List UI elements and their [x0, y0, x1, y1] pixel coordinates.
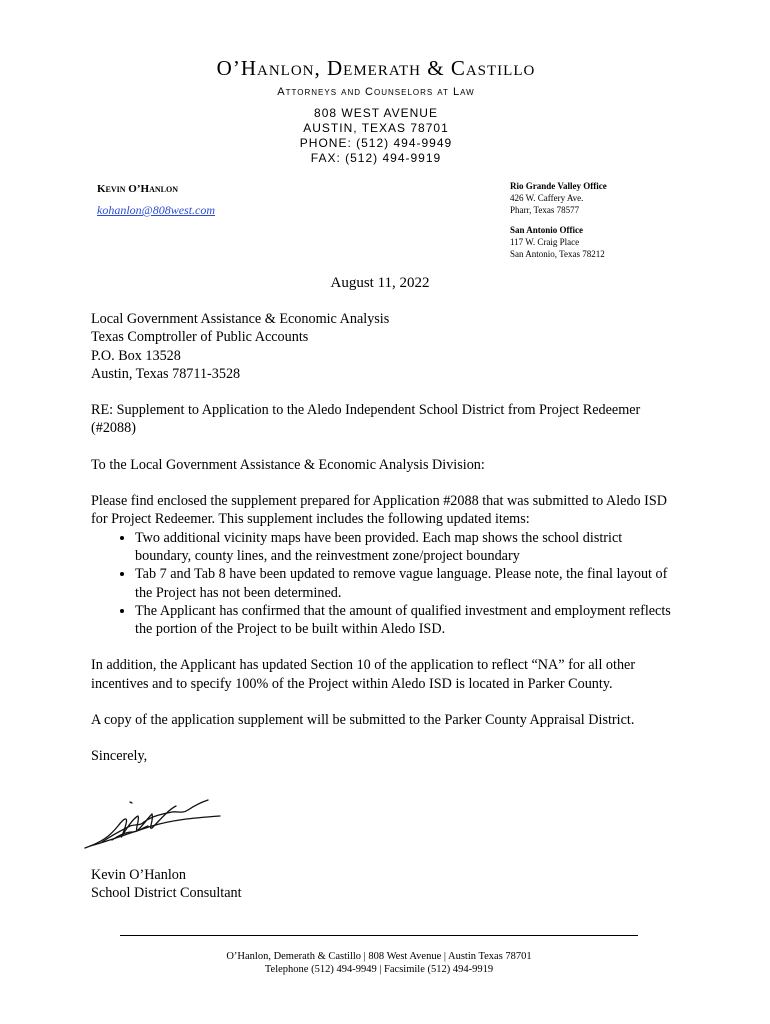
paragraph-appraisal-district: A copy of the application supplement will be submitted to the Parker County Appraisal District.: [91, 712, 635, 729]
letter-date: August 11, 2022: [330, 275, 430, 291]
footer-line-phone: Telephone (512) 494-9949 | Facsimile (512) 494-9919: [264, 964, 494, 975]
office-address-line: 426 W. Caffery Ave.: [510, 193, 584, 203]
office-rio-grande: [510, 180, 607, 216]
signer-name: Kevin O’Hanlon: [91, 867, 186, 883]
re-line: RE: Supplement to Application to the Aledo Independent School District from Project Redeemer (#2088): [91, 402, 641, 437]
firm-address: [0, 106, 752, 166]
phone-line: PHONE: (512) 494-9949: [299, 136, 453, 150]
sender-email-link[interactable]: kohanlon@808west.com: [97, 203, 216, 217]
signer-title: School District Consultant: [91, 885, 242, 902]
letter-body: [91, 310, 681, 766]
fax-line: FAX: (512) 494-9919: [310, 151, 442, 165]
recipient-line: Local Government Assistance & Economic Analysis: [91, 311, 390, 327]
footer-line-address: O’Hanlon, Demerath & Castillo | 808 West Avenue | Austin Texas 78701: [226, 951, 532, 962]
recipient-line: Texas Comptroller of Public Accounts: [91, 329, 309, 346]
footer: [0, 950, 758, 976]
list-item: • Tab 7 and Tab 8 have been updated to remove vague language. Please note, the final layout of the Project has not been determined.: [135, 565, 681, 602]
recipient-address: [91, 310, 681, 383]
address-line: 808 WEST AVENUE: [314, 106, 438, 120]
salutation: To the Local Government Assistance & Economic Analysis Division:: [91, 456, 485, 473]
recipient-line: Austin, Texas 78711-3528: [91, 365, 241, 382]
office-san-antonio: [510, 224, 607, 260]
firm-subtitle: Attorneys and Counselors at Law: [277, 86, 475, 98]
signature-block: [91, 866, 242, 903]
paragraph-section-10: In addition, the Applicant has updated Section 10 of the application to reflect “NA” for all other incentives and to specify 100% of the Project within Aledo ISD is located in Parker County.: [91, 657, 636, 692]
list-item: • The Applicant has confirmed that the amount of qualified investment and employment reflects the portion of the Project to be built within Aledo ISD.: [135, 602, 681, 639]
office-address-line: 117 W. Craig Place: [510, 237, 580, 247]
intro-paragraph: Please find enclosed the supplement prepared for Application #2088 that was submitted to Aledo ISD for Project Redeemer. This supplement includes the following updated items:: [91, 493, 668, 528]
updated-items-list: [91, 529, 681, 639]
footer-divider: [120, 935, 638, 936]
office-title: San Antonio Office: [510, 225, 584, 235]
closing: Sincerely,: [91, 748, 148, 765]
office-address-line: San Antonio, Texas 78212: [510, 249, 605, 259]
office-title: Rio Grande Valley Office: [510, 181, 607, 191]
office-address-line: Pharr, Texas 78577: [510, 205, 580, 215]
handwritten-signature: [82, 796, 232, 856]
firm-name: O’Hanlon, Demerath & Castillo: [216, 56, 536, 80]
list-item: • Two additional vicinity maps have been provided. Each map shows the school district boundary, county lines, and the reinvestment zone/project boundary: [135, 529, 681, 566]
sender-name: Kevin O’Hanlon: [97, 183, 178, 195]
recipient-line: P.O. Box 13528: [91, 347, 181, 364]
office-list: [510, 180, 607, 268]
address-line: AUSTIN, TEXAS 78701: [303, 121, 449, 135]
